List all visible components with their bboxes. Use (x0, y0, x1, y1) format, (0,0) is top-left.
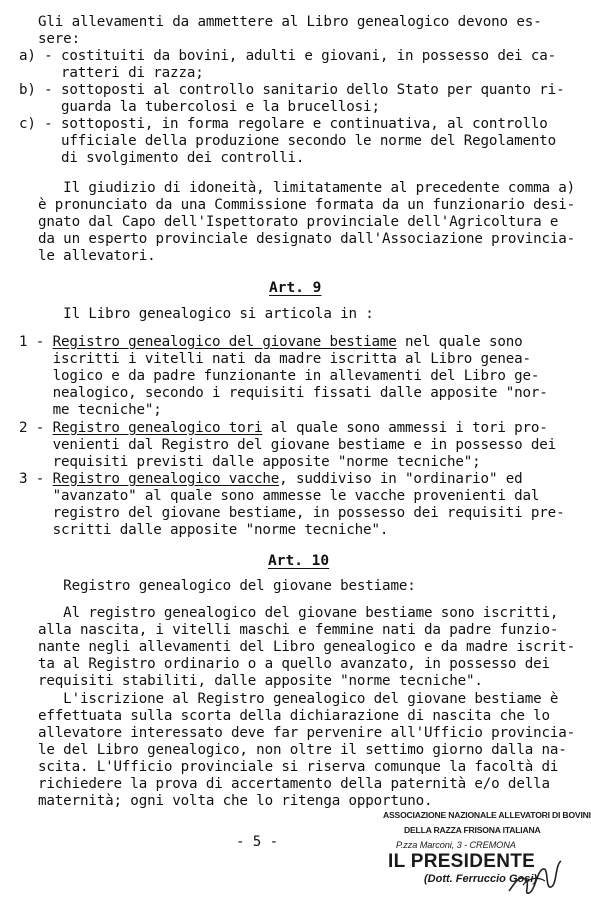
article-10-heading: Art. 10 (268, 553, 330, 569)
list-item-b-cont: guarda la tubercolosi e la brucellosi; (19, 99, 380, 115)
text-line: nealogico, secondo i requisiti fissati dalle apposite "nor- (19, 385, 548, 401)
stamp-breed: DELLA RAZZA FRISONA ITALIANA (404, 825, 541, 835)
text-line: sere: (38, 31, 80, 47)
list-number: 2 - (19, 420, 53, 436)
text-line: scita. L'Ufficio provinciale si riserva comunque la facoltà di (38, 759, 559, 775)
list-number: 1 - (19, 334, 53, 350)
text-line: Al registro genealogico del giovane bestiame sono iscritti, (38, 605, 559, 621)
text-line: scritti dalle apposite "norme tecniche". (19, 522, 389, 538)
register-name-vacche: Registro genealogico vacche (52, 471, 280, 487)
register-name-giovane-bestiame: Registro genealogico del giovane bestiame (52, 334, 397, 350)
list-item-c-cont: di svolgimento dei controlli. (19, 150, 305, 166)
text-line: Gli allevamenti da ammettere al Libro genealogico devono es- (38, 14, 542, 30)
text-line: effettuata sulla scorta della dichiarazione di nascita che lo (38, 708, 550, 724)
list-item-a: a) - costituiti da bovini, adulti e giovani, in possesso dei ca- (19, 48, 557, 64)
text-line: è pronunciato da una Commissione formata da un funzionario desi- (38, 197, 576, 213)
text-line: ta al Registro ordinario o a quello avanzato, in possesso dei (38, 656, 550, 672)
article-9-heading: Art. 9 (269, 280, 322, 296)
stamp-president: IL PRESIDENTE (388, 851, 536, 872)
text-line: "avanzato" al quale sono ammesse le vacche provenienti dal (19, 488, 540, 504)
list-item-c: c) - sottoposti, in forma regolare e continuativa, al controllo (19, 116, 548, 132)
text-line: le allevatori. (38, 248, 156, 264)
text-line: da un esperto provinciale designato dall'Associazione provincia- (38, 231, 576, 247)
register-name-tori: Registro genealogico tori (52, 420, 263, 436)
subheading: Registro genealogico del giovane bestiame: (38, 578, 416, 594)
list-item-a-cont: ratteri di razza; (19, 65, 204, 81)
text-line: Il Libro genealogico si articola in : (38, 306, 374, 322)
text-line: logico e da padre funzionante in allevamenti del Libro ge- (19, 368, 540, 384)
text-line: requisiti stabiliti, dalle apposite "norme tecniche". (38, 673, 483, 689)
stamp-association: ASSOCIAZIONE NAZIONALE ALLEVATORI DI BOVINI (383, 810, 591, 820)
list-item-b: b) - sottoposti al controllo sanitario dello Stato per quanto ri- (19, 82, 565, 98)
list-number: 3 - (19, 471, 53, 487)
stamp-name: (Dott. Ferruccio Gosi) (424, 873, 538, 885)
text-run: nel quale sono (396, 334, 523, 350)
text-run: al quale sono ammessi i tori pro- (262, 420, 548, 436)
list-item-1 (19, 334, 523, 351)
text-line: alla nascita, i vitelli maschi e femmine nati da padre funzio- (38, 622, 559, 638)
list-item-c-cont: ufficiale della produzione secondo le norme del Regolamento (19, 133, 557, 149)
text-line: iscritti i vitelli nati da madre iscritta al Libro genea- (19, 351, 531, 367)
text-line: gnato dal Capo dell'Ispettorato provinciale dell'Agricoltura e (38, 214, 559, 230)
text-line: requisiti previsti dalle apposite "norme tecniche"; (19, 454, 481, 470)
text-line: maternità; ogni volta che lo ritenga opportuno. (38, 793, 433, 809)
page-number: - 5 - (236, 834, 278, 850)
list-item-2 (19, 420, 548, 437)
list-item-3 (19, 471, 523, 488)
stamp-address: P.zza Marconi, 3 - CREMONA (396, 840, 516, 850)
text-run: , suddiviso in "ordinario" ed (279, 471, 523, 487)
text-line: nante negli allevamenti del Libro genealogico e da madre iscrit- (38, 639, 576, 655)
text-line: le del Libro genealogico, non oltre il settimo giorno dalla na- (38, 742, 567, 758)
signature-icon (505, 855, 565, 899)
text-line: richiedere la prova di accertamento della paternità e/o della (38, 776, 550, 792)
text-line: venienti dal Registro del giovane bestiame e in possesso dei (19, 437, 557, 453)
text-line: allevatore interessato deve far pervenire all'Ufficio provincia- (38, 725, 576, 741)
text-line: L'iscrizione al Registro genealogico del giovane bestiame è (38, 691, 559, 707)
text-line: registro del giovane bestiame, in possesso dei requisiti pre- (19, 505, 565, 521)
text-line: Il giudizio di idoneità, limitatamente al precedente comma a) (38, 180, 576, 196)
text-line: me tecniche"; (19, 402, 162, 418)
